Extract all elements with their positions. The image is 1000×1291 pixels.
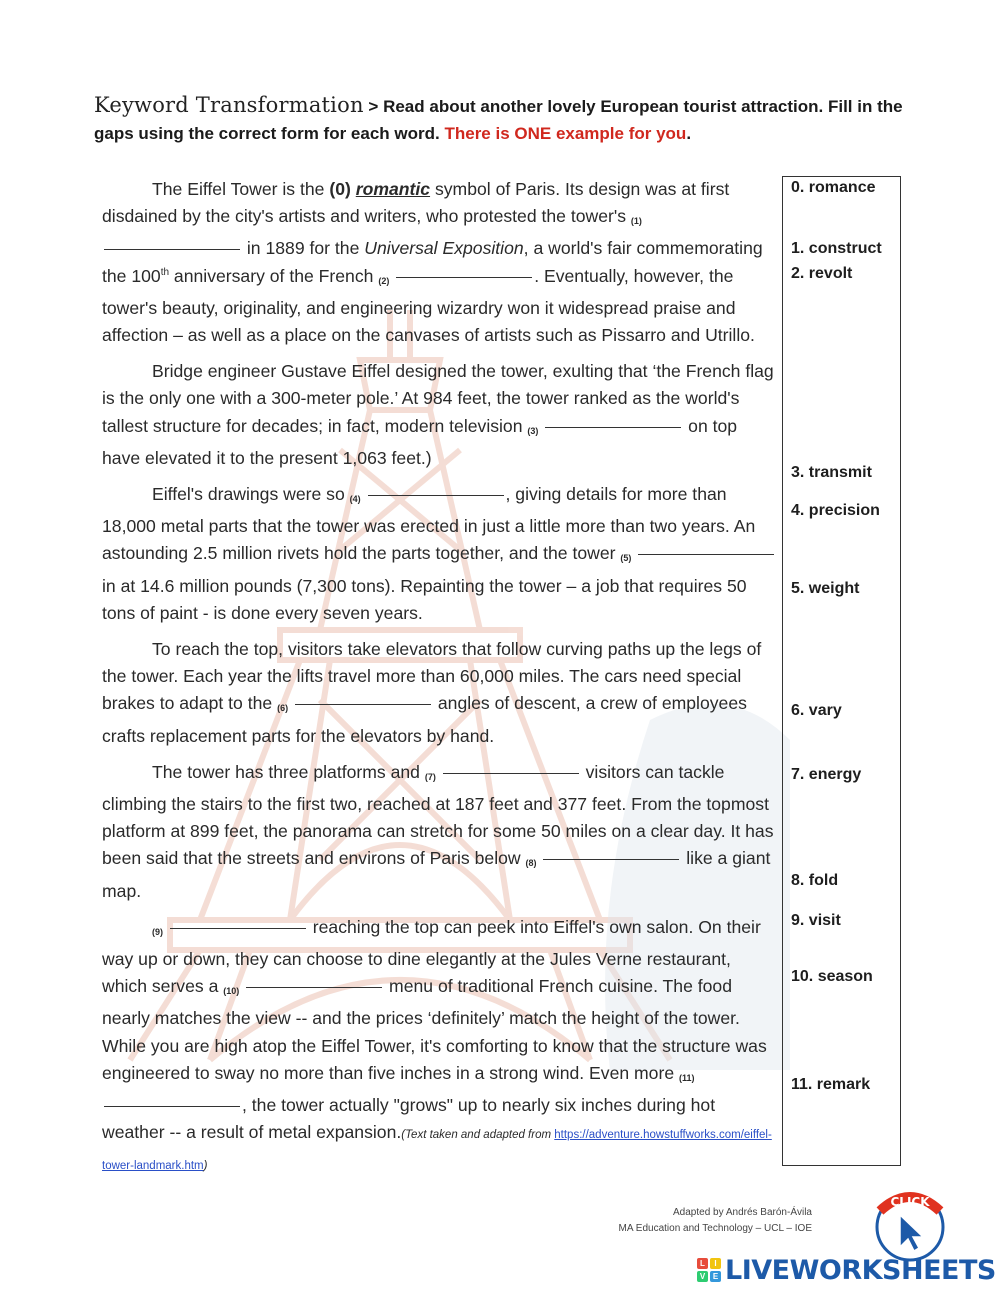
gap-input-10[interactable] xyxy=(246,973,382,988)
passage-text: in at 14.6 million pounds (7,300 tons). Repainting the tower – a job that requires 50 tons of paint - is done every seven years. xyxy=(102,575,747,623)
gap-input-6[interactable] xyxy=(295,690,431,705)
keyword-5: 5. weight xyxy=(791,580,860,597)
passage-text: . Eventually, however, the tower's beauty, originality, and engineering wizardry won it widespread praise and affection – as well as a place on the canvases of artists such as Pissarro and Utrillo. xyxy=(102,265,755,346)
italic-title: Universal Exposition xyxy=(364,238,524,259)
liveworksheets-wordmark: LIVEWORKSHEETS xyxy=(725,1254,996,1286)
paragraph-6 xyxy=(102,914,778,1180)
keyword-10: 10. season xyxy=(791,968,873,985)
example-note: There is ONE example for you xyxy=(444,124,687,143)
ordinal-suffix: th xyxy=(160,266,170,278)
paragraph-1 xyxy=(102,176,778,349)
example-answer: romantic xyxy=(355,179,431,199)
lw-blocks-icon xyxy=(697,1258,721,1282)
keyword-7: 7. energy xyxy=(791,766,862,783)
paragraph-3 xyxy=(102,481,778,627)
passage-text: like a giant map. xyxy=(102,848,771,901)
gap-input-5[interactable] xyxy=(638,540,774,555)
passage-text: , giving details for more than 18,000 metal parts that the tower was erected in just a little more than two years. An astounding 2.5 million rivets hold the parts together, and the tower xyxy=(102,484,756,564)
gap-number-8: (8) xyxy=(525,858,537,869)
credit-affiliation: MA Education and Technology – UCL – IOE xyxy=(618,1223,812,1234)
gap-number-6: (6) xyxy=(277,703,289,714)
keyword-9: 9. visit xyxy=(791,912,841,929)
paragraph-2 xyxy=(102,358,778,472)
liveworksheets-logo xyxy=(697,1253,996,1287)
keyword-box xyxy=(782,176,901,1166)
gap-number-7: (7) xyxy=(424,771,436,782)
gap-input-9[interactable] xyxy=(170,914,306,929)
lw-block: I xyxy=(710,1258,721,1269)
header-period: . xyxy=(686,124,692,143)
gap-input-7[interactable] xyxy=(443,759,579,774)
source-note: (Text taken and adapted from xyxy=(401,1129,555,1142)
gap-number-1: (1) xyxy=(630,216,642,227)
keyword-6: 6. vary xyxy=(791,702,842,719)
gap-input-3[interactable] xyxy=(545,413,681,428)
passage-text: on top have elevated it to the present 1,063 feet.) xyxy=(102,415,738,468)
activity-title: Keyword Transformation xyxy=(94,93,364,117)
keyword-11: 11. remark xyxy=(791,1076,871,1093)
source-link[interactable]: https://adventure.howstuffworks.com/eiffel-tower-landmark.htm xyxy=(102,1129,772,1172)
gap-number-4: (4) xyxy=(349,494,361,505)
credit-author: Adapted by Andrés Barón-Ávila xyxy=(673,1207,812,1218)
lw-block: L xyxy=(697,1258,708,1269)
reading-passage xyxy=(102,176,778,1189)
gap-input-11[interactable] xyxy=(104,1092,240,1107)
source-note-close: ) xyxy=(203,1159,208,1172)
gap-number-3: (3) xyxy=(527,425,539,436)
gap-number-9: (9) xyxy=(152,926,163,937)
keyword-1: 1. construct xyxy=(791,240,882,257)
passage-text: angles of descent, a crew of employees crafts replacement parts for the elevators by hand. xyxy=(102,693,747,746)
gap-input-2[interactable] xyxy=(396,263,532,278)
instruction-text: Read about another lovely European tourist attraction. Fill in the gaps using the correct form for each word. xyxy=(94,97,903,143)
gap-number-2: (2) xyxy=(378,275,390,286)
keyword-8: 8. fold xyxy=(791,872,839,889)
passage-text: Eiffel's drawings were so xyxy=(152,484,350,505)
gap-number-11: (11) xyxy=(679,1072,695,1083)
click-logo-text: CLICK xyxy=(890,1195,930,1209)
lw-block: V xyxy=(697,1271,708,1282)
passage-text: , the tower actually "grows" up to nearly six inches during hot weather -- a result of metal expansion. xyxy=(102,1095,716,1143)
paragraph-5 xyxy=(102,759,778,905)
paragraph-4 xyxy=(102,636,778,750)
gap-number-5: (5) xyxy=(620,553,632,564)
keyword-4: 4. precision xyxy=(791,502,880,519)
passage-text: Bridge engineer Gustave Eiffel designed the tower, exulting that ‘the French flag is the only one with a 300-meter pole.’ At 984 feet, the tower ranked as the world's tallest structure for decades; in fact, modern television xyxy=(102,361,774,436)
keyword-0: 0. romance xyxy=(791,179,876,196)
title-arrow: > xyxy=(368,97,379,116)
gap-input-4[interactable] xyxy=(368,481,504,496)
gap-input-1[interactable] xyxy=(104,235,240,250)
passage-text: menu of traditional French cuisine. The food nearly matches the view -- and the prices ‘definitely’ match the height of the tower. While you are high atop the Eiffel Tower, it's comforting to know that the structure was engineered to sway no more than five inches in a strong wind. Even more xyxy=(102,976,767,1083)
example-number: (0) xyxy=(329,179,351,199)
instructions-header xyxy=(94,92,904,147)
passage-text: The tower has three platforms and xyxy=(152,761,425,782)
passage-text: anniversary of the French xyxy=(169,265,379,286)
passage-text: , a world's fair commemorating the 100 xyxy=(102,238,763,286)
author-credit xyxy=(619,1205,812,1237)
passage-text: symbol of Paris. Its design was at first disdained by the city's artists and writers, who protested the tower's xyxy=(102,179,730,227)
passage-text: in 1889 for the xyxy=(242,238,365,259)
keyword-2: 2. revolt xyxy=(791,265,853,282)
passage-text: To reach the top, visitors take elevators that follow curving paths up the legs of the tower. Each year the lifts travel more than 60,000 miles. The cars need special brakes to adapt to the xyxy=(102,639,762,714)
keyword-3: 3. transmit xyxy=(791,464,872,481)
lw-block: E xyxy=(710,1271,721,1282)
gap-input-8[interactable] xyxy=(543,845,679,860)
passage-text: The Eiffel Tower is the xyxy=(152,179,330,199)
passage-text: reaching the top can peek into Eiffel's own salon. On their way up or down, they can choose to dine elegantly at the Jules Verne restaurant, which serves a xyxy=(102,916,761,997)
passage-text: visitors can tackle climbing the stairs to the first two, reached at 187 feet and 377 feet. From the topmost platform at 899 feet, the panorama can stretch for some 50 miles on a clear day. It has been said that the streets and environs of Paris below xyxy=(102,761,774,869)
gap-number-10: (10) xyxy=(223,986,240,997)
